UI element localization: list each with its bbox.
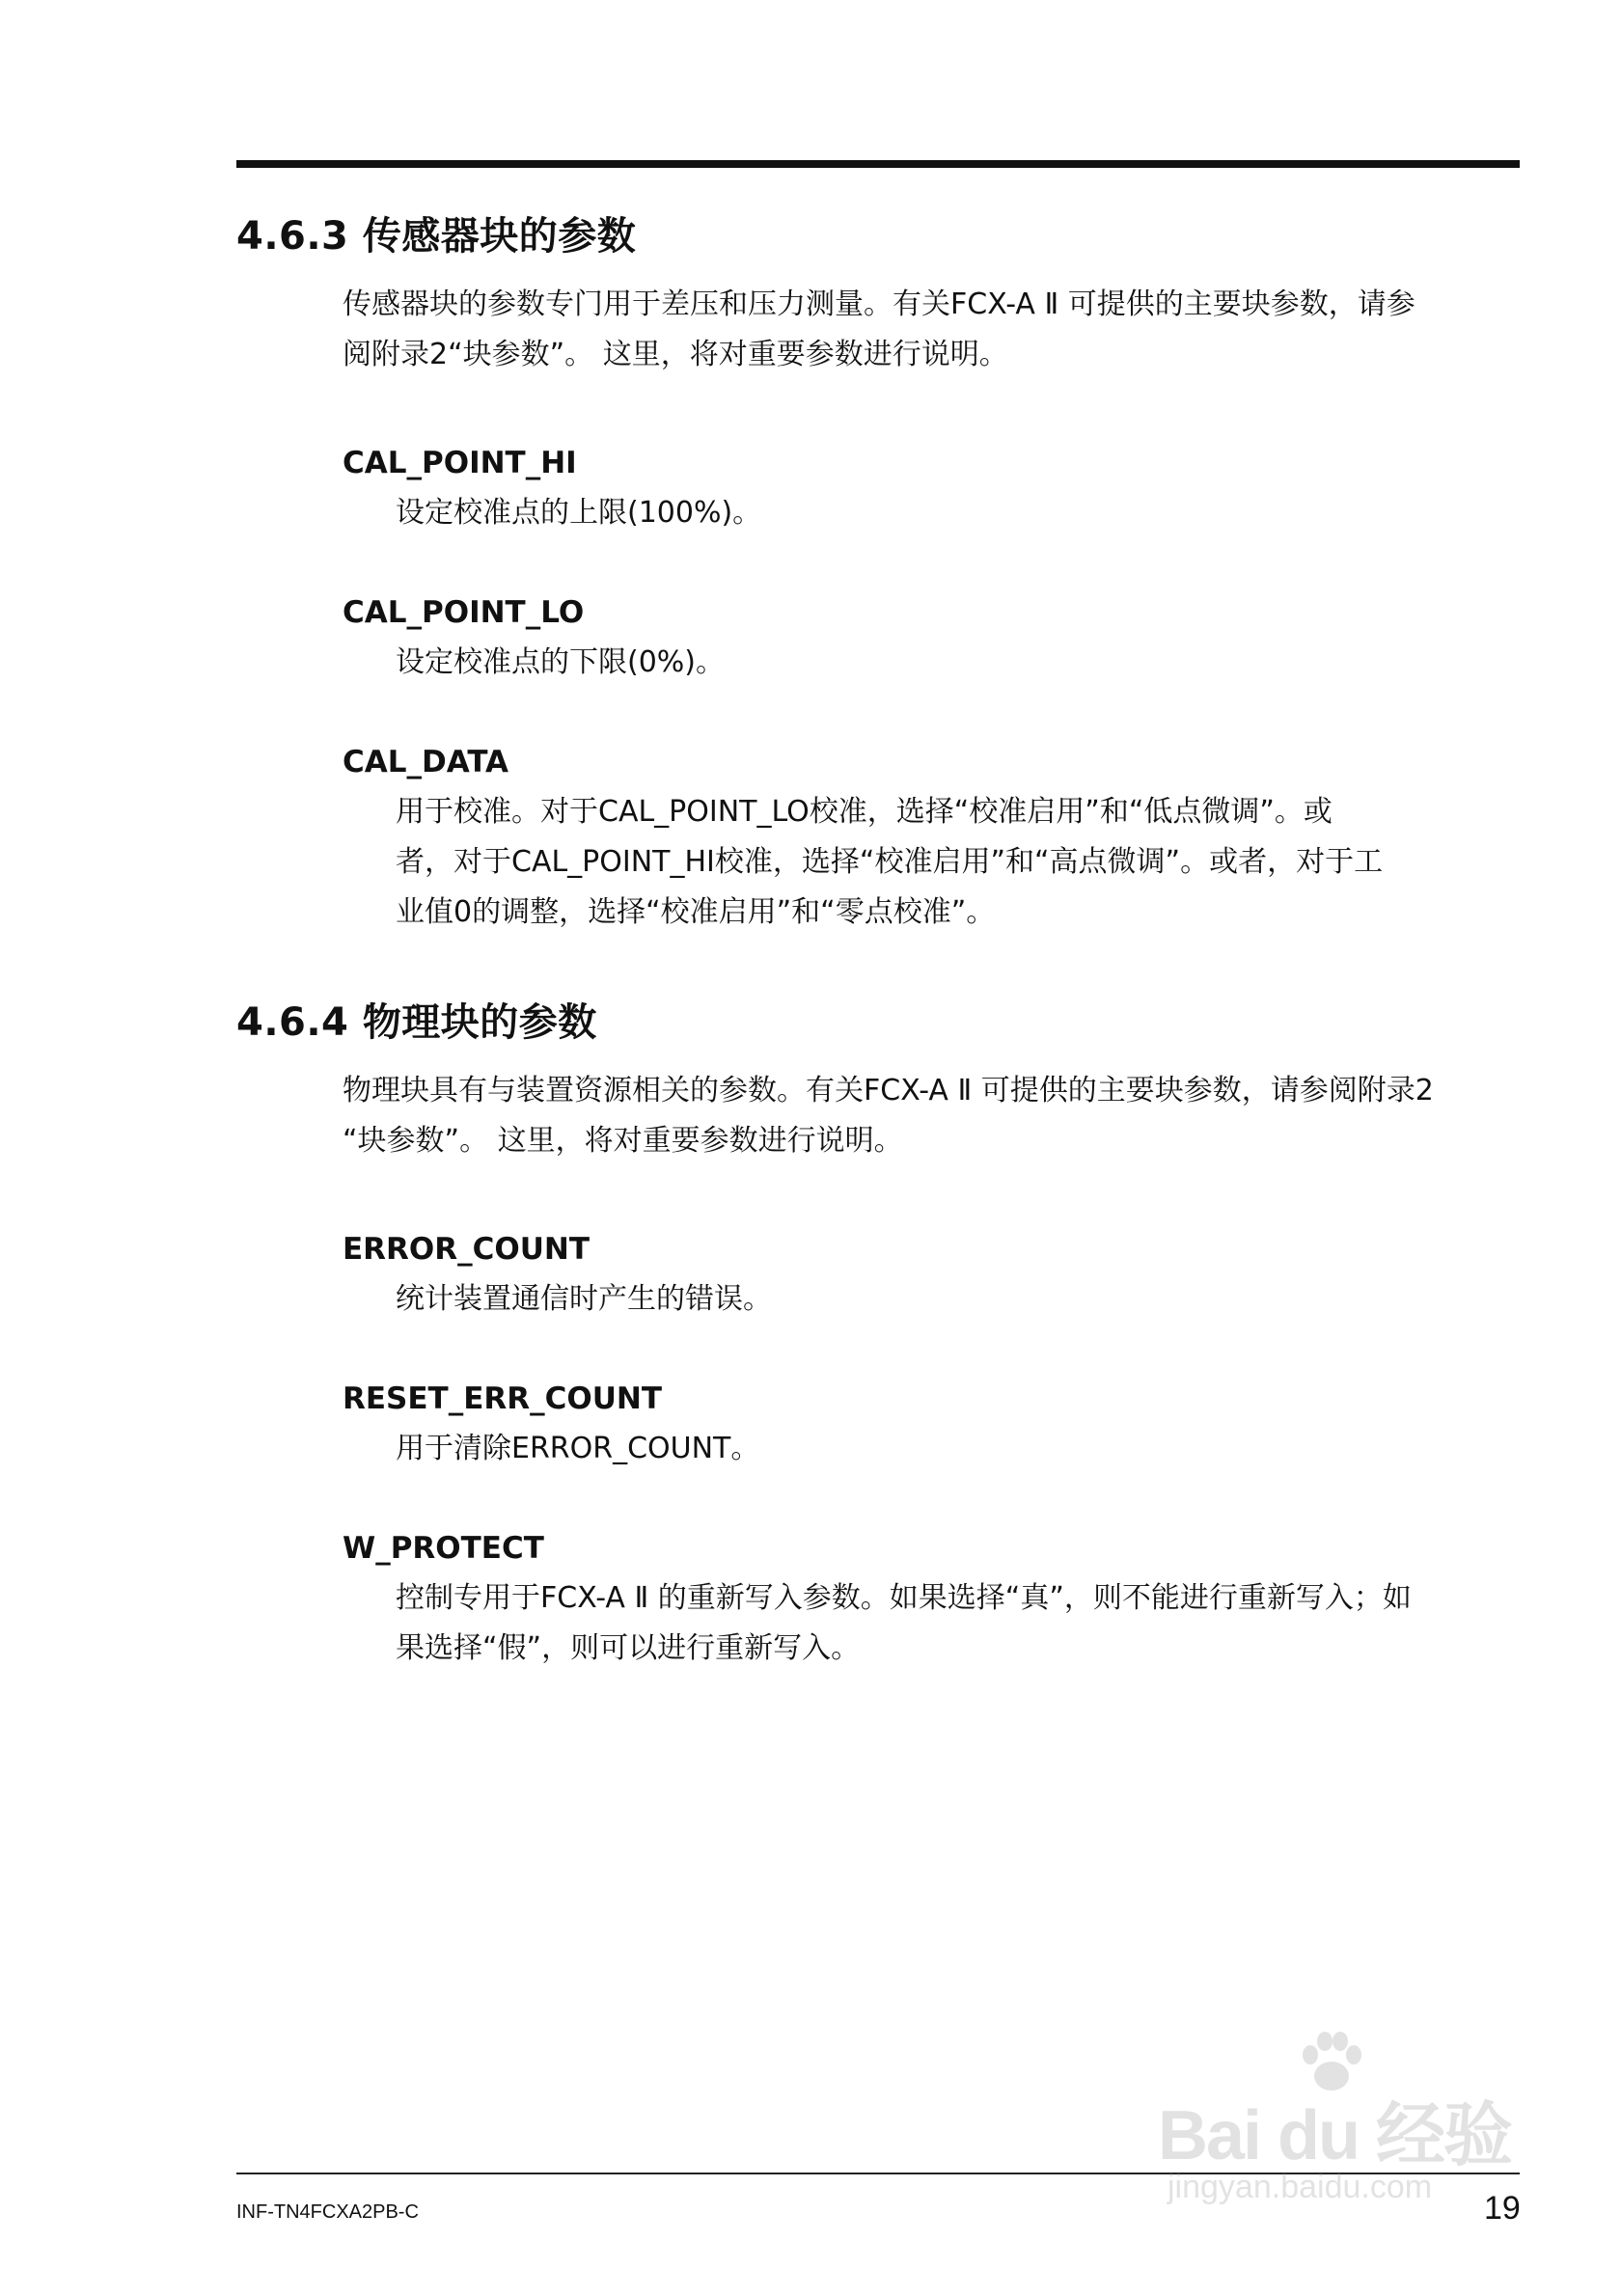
description-line: 设定校准点的上限(100%)。	[396, 496, 762, 530]
description-line: 者，对于CAL_POINT_HI校准，选择“校准启用”和“高点微调”。或者，对于工	[396, 845, 1384, 879]
description-line: 业值0的调整，选择“校准启用”和“零点校准”。	[396, 895, 996, 929]
watermark-url: jingyan.baidu.com	[1168, 2169, 1433, 2205]
description-line: 用于校准。对于CAL_POINT_LO校准，选择“校准启用”和“低点微调”。或	[396, 795, 1333, 829]
watermark-logo-text: Bai du 经验	[1158, 2097, 1512, 2174]
section-intro	[343, 1066, 1520, 1166]
section-heading: 4.6.4 物理块的参数	[236, 1000, 597, 1045]
param-name: RESET_ERR_COUNT	[343, 1381, 662, 1416]
param-description	[396, 787, 1520, 938]
description-line: 果选择“假”，则可以进行重新写入。	[396, 1631, 861, 1665]
param-description	[396, 638, 1520, 688]
intro-line: 传感器块的参数专门用于差压和压力测量。有关FCX-A Ⅱ 可提供的主要块参数，请参	[343, 287, 1415, 321]
description-line: 控制专用于FCX-A Ⅱ 的重新写入参数。如果选择“真”，则不能进行重新写入；如	[396, 1581, 1412, 1615]
param-name: CAL_DATA	[343, 745, 509, 779]
section-heading: 4.6.3 传感器块的参数	[236, 214, 637, 259]
param-name: ERROR_COUNT	[343, 1232, 591, 1267]
description-line: 统计装置通信时产生的错误。	[396, 1282, 772, 1316]
page-number: 19	[1484, 2190, 1521, 2227]
description-line: 设定校准点的下限(0%)。	[396, 645, 726, 679]
description-line: 用于清除ERROR_COUNT。	[396, 1432, 760, 1465]
document-code: INF-TN4FCXA2PB-C	[236, 2201, 419, 2223]
param-description	[396, 1573, 1520, 1674]
section-intro	[343, 280, 1520, 380]
intro-line: “块参数”。 这里，将对重要参数进行说明。	[343, 1124, 903, 1158]
top-rule	[236, 160, 1520, 168]
param-name: CAL_POINT_LO	[343, 595, 585, 630]
intro-line: 阅附录2“块参数”。 这里，将对重要参数进行说明。	[343, 338, 1008, 371]
param-name: W_PROTECT	[343, 1531, 544, 1566]
param-description	[396, 1274, 1520, 1325]
intro-line: 物理块具有与装置资源相关的参数。有关FCX-A Ⅱ 可提供的主要块参数，请参阅附录2	[343, 1074, 1434, 1107]
baidu-watermark	[1148, 2026, 1525, 2219]
param-description	[396, 488, 1520, 538]
param-description	[396, 1424, 1520, 1474]
param-name: CAL_POINT_HI	[343, 446, 577, 480]
